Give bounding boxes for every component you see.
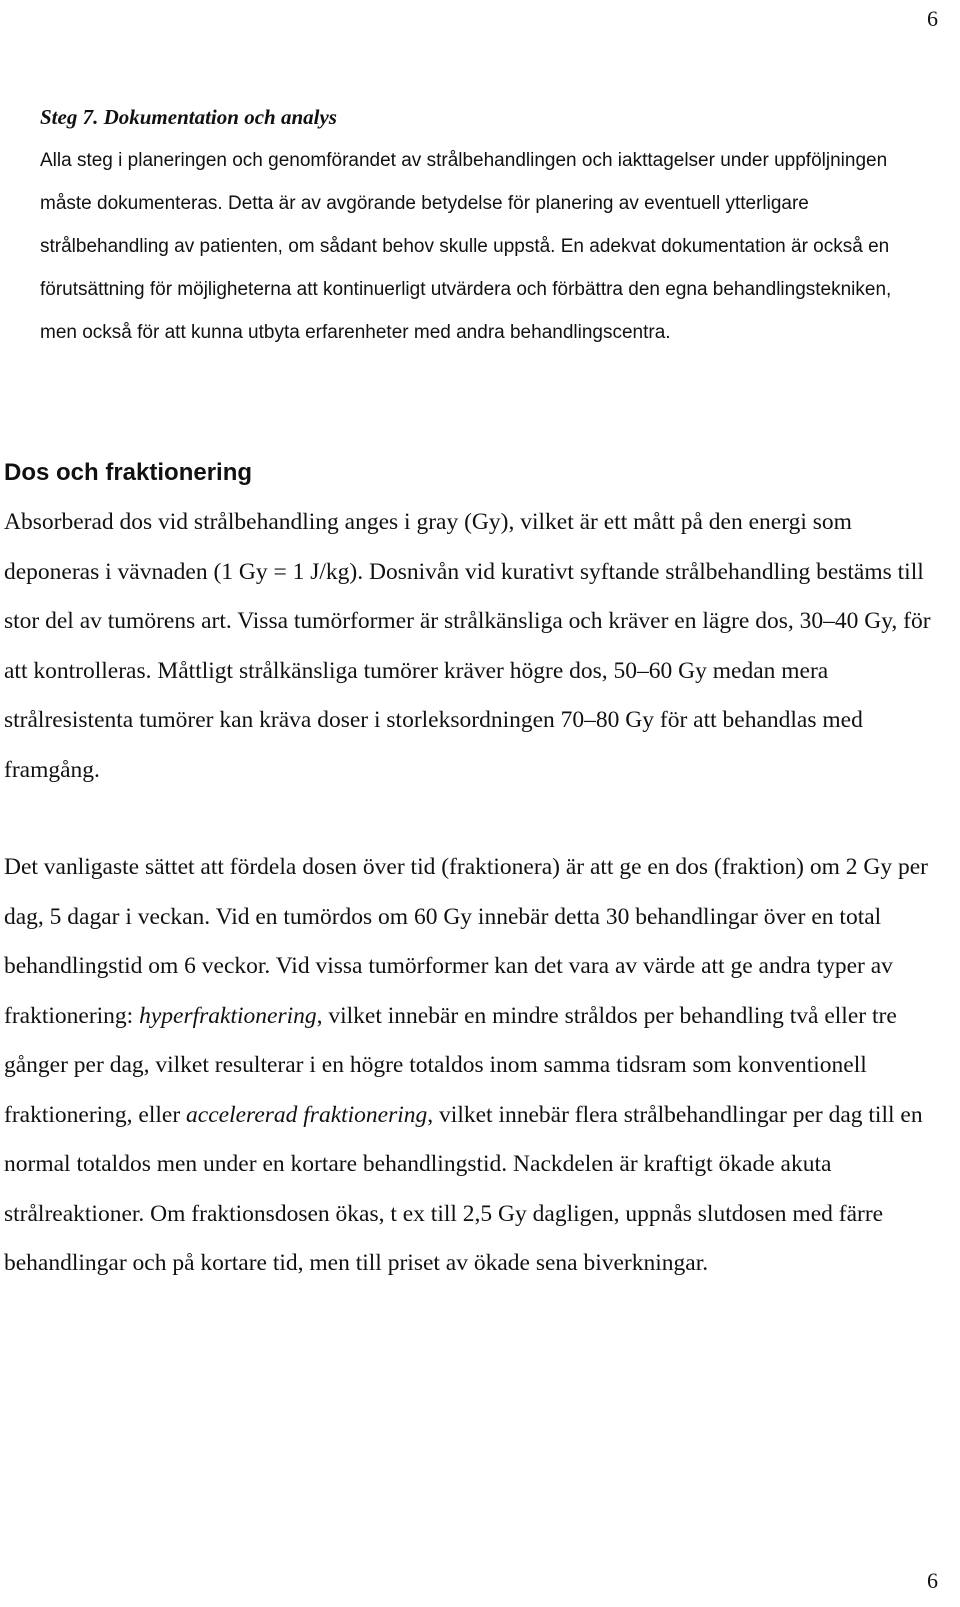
term-hyperfractionation: hyperfraktionering	[139, 1002, 317, 1029]
page-number-top: 6	[927, 6, 938, 31]
dose-paragraph-2-text-c: , vilket innebär flera strålbehandlingar per dag till en normal totaldos men under en kortare behandlingstid. Nackdelen är kraftigt ökade akuta strålreaktioner. Om fraktionsdosen ökas, t ex till 2,5 Gy dagligen, uppnås slutdosen med färre behandlingar och på kortare tid, men till priset av ökade sena biverkningar.	[4, 1101, 923, 1276]
step-7-paragraph: Alla steg i planeringen och genomförandet av strålbehandlingen och iakttagelser under uppföljningen måste dokumenteras. Detta är av avgörande betydelse för planering av eventuell ytterligare strålbehandling av patienten, om sådant behov skulle uppstå. En adekvat dokumentation är också en förutsättning för möjligheterna att kontinuerligt utvärdera och förbättra den egna behandlingstekniken, men också för att kunna utbyta erfarenheter med andra behandlingscentra.	[40, 150, 892, 343]
page-number-bottom: 6	[927, 1568, 938, 1593]
term-accelerated-fractionation: accelererad fraktionering	[186, 1101, 428, 1128]
dose-paragraph-2	[4, 843, 939, 1289]
dose-paragraph-1: Absorberad dos vid strålbehandling anges i gray (Gy), vilket är ett mått på den energi som deponeras i vävnaden (1 Gy = 1 J/kg). Dosnivån vid kurativt syftande strålbehandling bestäms till stor del av tumörens art. Vissa tumörformer är strålkänsliga och kräver en lägre dos, 30–40 Gy, för att kontrolleras. Måttligt strålkänsliga tumörer kräver högre dos, 50–60 Gy medan mera strålresistenta tumörer kan kräva doser i storleksordningen 70–80 Gy för att behandlas med framgång.	[4, 509, 931, 783]
dose-fractionation-section	[4, 448, 939, 1289]
step-7-section	[40, 96, 925, 354]
dose-paragraph-2-text-b: , vilket innebär en mindre stråldos per behandling två eller tre gånger per dag, vilket resulterar i en högre totaldos inom samma tidsram som konventionell fraktionering, eller	[4, 1002, 897, 1128]
step-7-heading: Steg 7. Dokumentation och analys	[40, 105, 337, 129]
dose-fractionation-heading: Dos och fraktionering	[4, 459, 253, 486]
dose-paragraph-2-text-a: Det vanligaste sättet att fördela dosen över tid (fraktionera) är att ge en dos (fraktion) om 2 Gy per dag, 5 dagar i veckan. Vid en tumördos om 60 Gy innebär detta 30 behandlingar över en total behandlingstid om 6 veckor. Vid vissa tumörformer kan det vara av värde att ge andra typer av fraktionering:	[4, 854, 928, 1029]
